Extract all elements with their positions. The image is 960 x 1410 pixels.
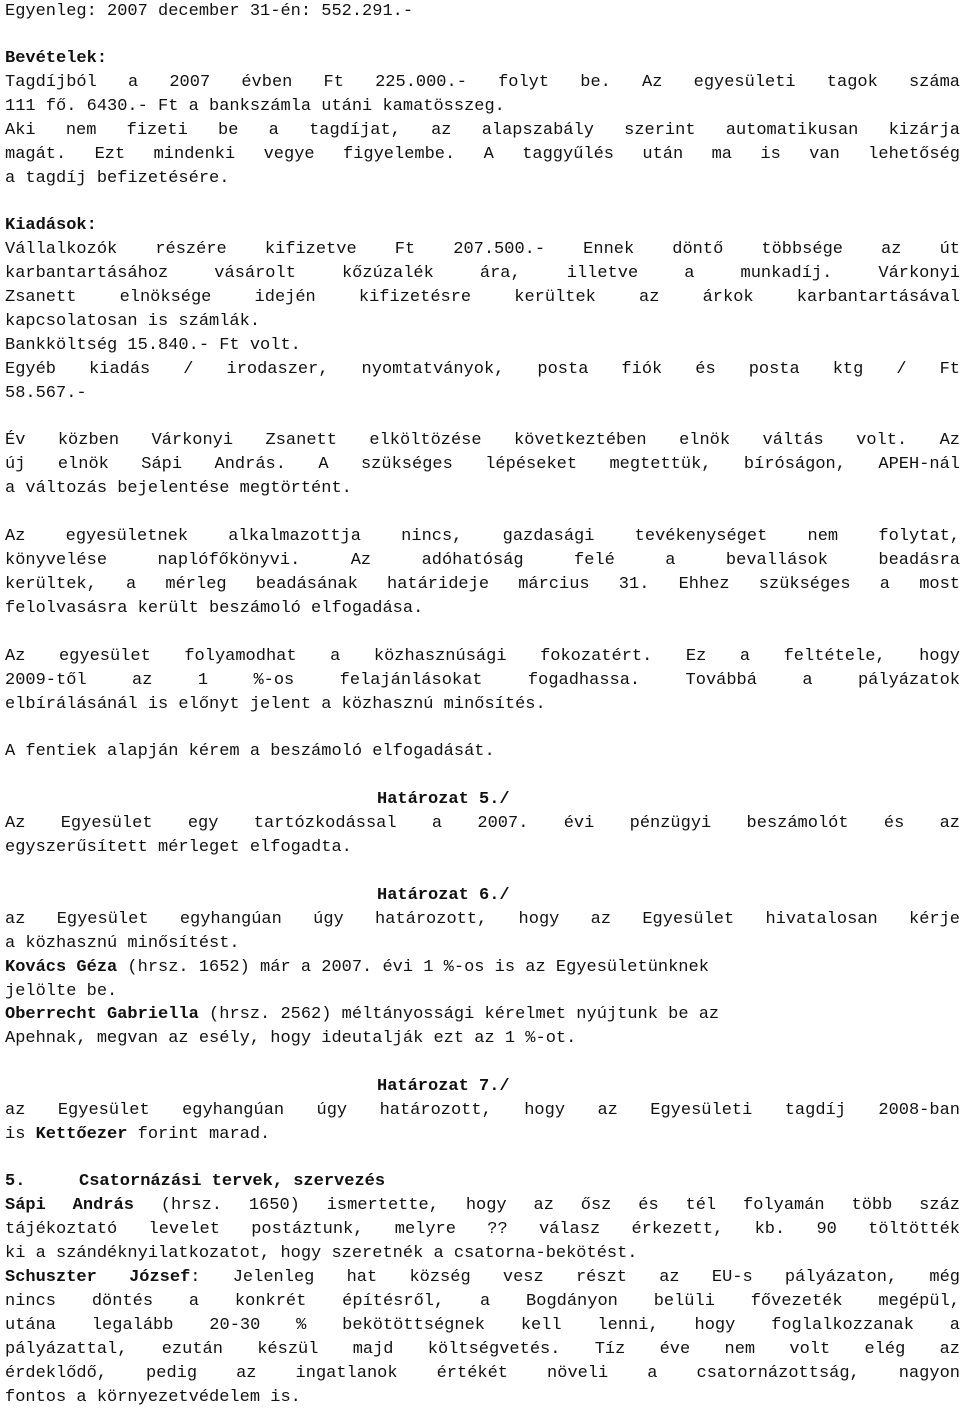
expenses-line: karbantartásához vásárolt kőzúzalék ára, illetve a munkadíj. Várkonyi — [5, 264, 960, 283]
resolution-6-oberrecht-line — [5, 1003, 719, 1027]
section-5-line: utána legalább 20-30 % bekötöttségnek kell lenni, hogy foglalkozzanak a — [5, 1316, 960, 1335]
section-5-line: nincs döntés a konkrét építésről, a Bogdányon belüli fővezeték megépül, — [5, 1292, 960, 1311]
resolution-6-line: jelölte be. — [5, 982, 118, 1001]
section-5-title: Csatornázási tervek, szervezés — [79, 1172, 386, 1191]
person-name: Kovács Géza — [5, 958, 118, 977]
section-5-line: érdeklődő, pedig az ingatlanok értékét növeli a csatornázottság, nagyon — [5, 1364, 960, 1383]
resolution-5-line: Az Egyesület egy tartózkodással a 2007. évi pénzügyi beszámolót és az — [5, 814, 960, 833]
person-name: Sápi András — [5, 1196, 134, 1215]
resolution-6-line: Apehnak, megvan az esély, hogy ideutalják ezt az 1 %-ot. — [5, 1029, 577, 1048]
person-name: Oberrecht Gabriella — [5, 1005, 199, 1024]
accounting-line: könyvelése naplófőkönyvi. Az adóhatóság felé a bevallások beadásra — [5, 551, 960, 570]
resolution-7-line: az Egyesület egyhangúan úgy határozott, hogy az Egyesületi tagdíj 2008-ban — [5, 1101, 960, 1120]
section-5-line: fontos a környezetvédelem is. — [5, 1388, 301, 1407]
expenses-line: Vállalkozók részére kifizetve Ft 207.500.- Ennek döntő többsége az út — [5, 240, 960, 259]
accounting-line: Az egyesületnek alkalmazottja nincs, gazdasági tevékenységet nem folytat, — [5, 527, 960, 546]
public-benefit-line: Az egyesület folyamodhat a közhasznúsági fokozatért. Ez a feltétele, hogy — [5, 647, 960, 666]
resolution-7-title: Határozat 7./ — [377, 1077, 510, 1096]
balance-line: Egyenleg: 2007 december 31-én: 552.291.- — [5, 2, 414, 21]
resolution-5-title: Határozat 5./ — [377, 790, 510, 809]
resolution-7-line — [5, 1123, 270, 1147]
income-line: a tagdíj befizetésére. — [5, 169, 230, 188]
president-line: új elnök Sápi András. A szükséges lépéseket megtettük, bíróságon, APEH-nál — [5, 455, 960, 474]
resolution-5-line: egyszerűsített mérleget elfogadta. — [5, 838, 352, 857]
accounting-line: felolvasásra került beszámoló elfogadása. — [5, 599, 424, 618]
section-5-sapi-line — [5, 1194, 960, 1218]
section-5-line: tájékoztató levelet postáztunk, melyre ?? válasz érkezett, kb. 90 töltötték — [5, 1220, 960, 1239]
resolution-6-line: az Egyesület egyhangúan úgy határozott, hogy az Egyesület hivatalosan kérje — [5, 910, 960, 929]
income-heading: Bevételek: — [5, 49, 108, 68]
president-line: Év közben Várkonyi Zsanett elköltözése következtében elnök váltás volt. Az — [5, 431, 960, 450]
accounting-line: kerültek, a mérleg beadásának határideje március 31. Ehhez szükséges a most — [5, 575, 960, 594]
income-line: Aki nem fizeti be a tagdíjat, az alapszabály szerint automatikusan kizárja — [5, 121, 960, 140]
section-5-number: 5. — [5, 1172, 26, 1191]
resolution-6-text: (hrsz. 2562) méltányossági kérelmet nyújtunk be az — [198, 1005, 720, 1024]
resolution-7-text: forint marad. — [127, 1125, 271, 1144]
expenses-line: Egyéb kiadás / irodaszer, nyomtatványok, posta fiók és posta ktg / Ft — [5, 360, 960, 379]
resolution-6-line: a közhasznú minősítést. — [5, 934, 240, 953]
section-5-line: pályázattal, ezután készül majd költségvetés. Tíz éve nem volt elég az — [5, 1340, 960, 1359]
income-line: 111 fő. 6430.- Ft a bankszámla utáni kamatösszeg. — [5, 97, 505, 116]
section-5-line: ki a szándéknyilatkozatot, hogy szeretnék a csatorna-bekötést. — [5, 1244, 638, 1263]
income-line: Tagdíjból a 2007 évben Ft 225.000.- folyt be. Az egyesületi tagok száma — [5, 73, 960, 92]
expenses-line: Bankköltség 15.840.- Ft volt. — [5, 336, 301, 355]
person-name: Schuszter József — [5, 1268, 191, 1287]
expenses-heading: Kiadások: — [5, 216, 97, 235]
resolution-6-title: Határozat 6./ — [377, 886, 510, 905]
request-line: A fentiek alapján kérem a beszámoló elfogadását. — [5, 742, 495, 761]
resolution-6-kovacs-line — [5, 956, 709, 980]
section-5-schuszter-line — [5, 1266, 960, 1290]
section-5-text: : Jelenleg hat község vesz részt az EU-s pályázaton, még — [190, 1268, 960, 1287]
income-line: magát. Ezt mindenki vegye figyelembe. A taggyűlés után ma is van lehetőség — [5, 145, 960, 164]
public-benefit-line: 2009-től az 1 %-os felajánlásokat fogadhassa. Továbbá a pályázatok — [5, 671, 960, 690]
section-5-text: (hrsz. 1650) ismertette, hogy az ősz és tél folyamán több száz — [133, 1196, 960, 1215]
resolution-7-emphasis: Kettőezer — [35, 1125, 128, 1144]
president-line: a változás bejelentése megtörtént. — [5, 479, 352, 498]
expenses-line: 58.567.- — [5, 384, 87, 403]
public-benefit-line: elbírálásánál is előnyt jelent a közhasznú minősítés. — [5, 695, 546, 714]
resolution-7-text: is — [5, 1125, 36, 1144]
expenses-line: kapcsolatosan is számlák. — [5, 312, 261, 331]
resolution-6-text: (hrsz. 1652) már a 2007. évi 1 %-os is az Egyesületünknek — [117, 958, 709, 977]
expenses-line: Zsanett elnöksége idején kifizetésre kerültek az árkok karbantartásával — [5, 288, 960, 307]
